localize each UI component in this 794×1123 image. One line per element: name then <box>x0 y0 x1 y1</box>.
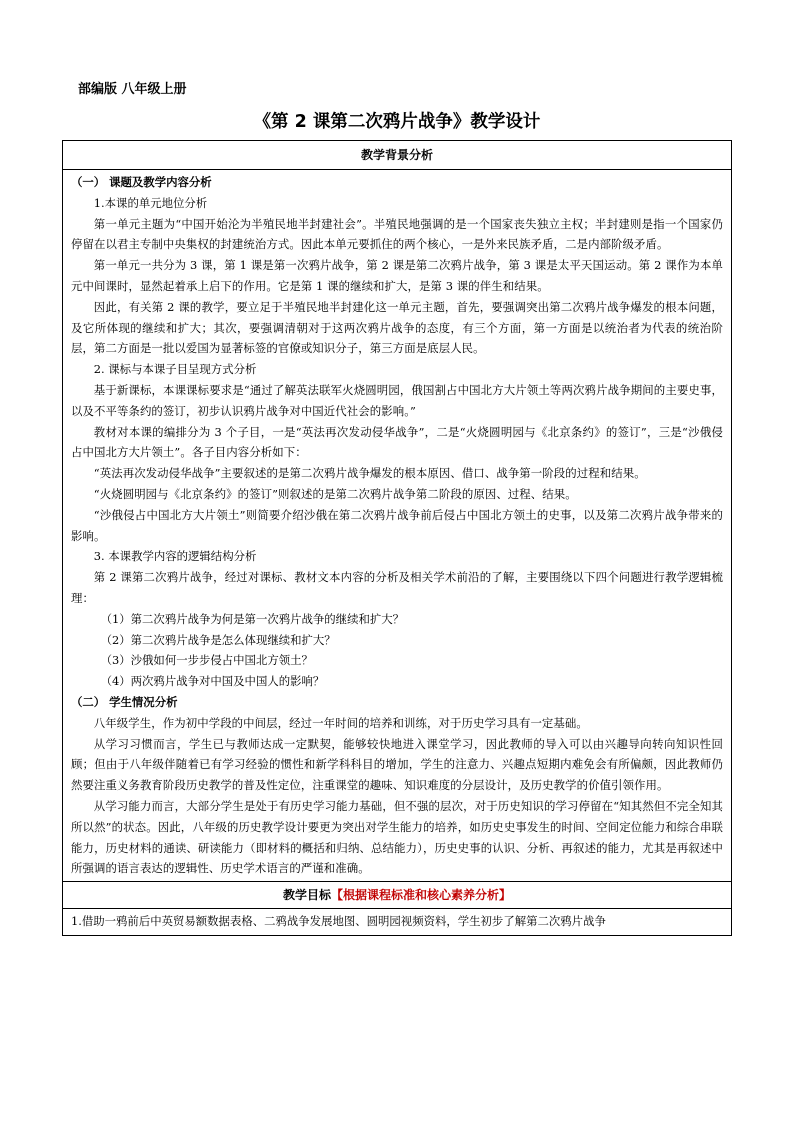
section1-title: （一） 课题及教学内容分析 <box>71 175 212 189</box>
paragraph: 八年级学生，作为初中学段的中间层，经过一年时间的培养和训练，对于历史学习具有一定基础。 <box>93 715 588 730</box>
lesson-design-table <box>62 140 732 936</box>
grade-label: 部编版 八年级上册 <box>78 82 187 97</box>
question-item: （2）第二次鸦片战争是怎么体现继续和扩大？ <box>100 632 336 647</box>
goal-header-label: 教学目标 <box>282 888 331 903</box>
paragraph: “沙俄侵占中国北方大片领土”则简要介绍沙俄在第二次鸦片战争前后侵占中国北方领土的史事，以及第二次鸦片战争带来的影响。 <box>71 507 723 543</box>
paragraph: “英法再次发动侵华战争”主要叙述的是第二次鸦片战争爆发的根本原因、借口、战争第一阶段的过程和结果。 <box>93 466 646 481</box>
paragraph: 从学习习惯而言，学生已与教师达成一定默契，能够较快地进入课堂学习，因此教师的导入可以由兴趣导向转向知识性回顾；但由于八年级伴随着已有学习经验的惯性和新学科科目的增加，学生的注意力、兴趣点短期内难免会有所偏颇，因此教师仍然要注重义务教育阶段历史教学的普及性定位，注重课堂的趣味、知识难度的分层设计，及历史教学的价值引领作用。 <box>71 736 723 793</box>
sub3-title: 3. 本课教学内容的逻辑结构分析 <box>93 549 257 564</box>
question-item: （1）第二次鸦片战争为何是第一次鸦片战争的继续和扩大？ <box>100 611 405 626</box>
paragraph: 第一单元主题为“中国开始沦为半殖民地半封建社会”。半殖民地强调的是一个国家丧失独立主权；半封建则是指一个国家仍停留在以君主专制中央集权的封建统治方式。因此本单元要抓住的两个核心，一是外来民族矛盾，二是内部阶级矛盾。 <box>71 216 723 252</box>
sub2-title: 2. 课标与本课子目呈现方式分析 <box>93 362 257 377</box>
goal-content <box>63 909 731 935</box>
background-header: 教学背景分析 <box>63 141 731 170</box>
goal-item: 1.借助一鸦前后中英贸易额数据表格、二鸦战争发展地图、圆明园视频资料，学生初步了解第二次鸦片战争 <box>71 914 606 929</box>
sub1-title: 1.本课的单元地位分析 <box>93 195 208 210</box>
section2-title: （二） 学生情况分析 <box>71 694 178 709</box>
goal-header-note: 【根据课程标准和核心素养分析】 <box>331 888 512 903</box>
paragraph: 从学习能力而言，大部分学生是处于有历史学习能力基础，但不强的层次，对于历史知识的学习停留在“知其然但不完全知其所以然”的状态。因此，八年级的历史教学设计要更为突出对学生能力的培养，如历史史事发生的时间、空间定位能力和综合串联能力，历史材料的通读、研读能力（即材料的概括和归纳、总结能力），历史史事的认识、分析、再叙述的能力，尤其是再叙述中所强调的语言表达的逻辑性、历史学术语言的严谨和准确。 <box>71 798 723 876</box>
question-item: （4）两次鸦片战争对中国及中国人的影响？ <box>100 674 325 689</box>
paragraph: 第 2 课第二次鸦片战争，经过对课标、教材文本内容的分析及相关学术前沿的了解，主要围绕以下四个问题进行教学逻辑梳理： <box>71 570 723 605</box>
paragraph: 第一单元一共分为 3 课，第 1 课是第一次鸦片战争，第 2 课是第二次鸦片战争，第 3 课是太平天国运动。第 2 课作为本单元中间课时，显然起着承上启下的作用。它是第 1 课的继续和扩大，是第 3 课的伴生和结果。 <box>71 258 723 293</box>
paragraph: 因此，有关第 2 课的教学，要立足于半殖民地半封建化这一单元主题，首先，要强调突出第二次鸦片战争爆发的根本问题，及它所体现的继续和扩大；其次，要强调清朝对于这两次鸦片战争的态度，有三个方面，第一方面是以统治者为代表的统治阶层，第二方面是一批以爱国为显著标签的官僚或知识分子，第三方面是底层人民。 <box>71 299 723 356</box>
document-title: 《第 2 课第二次鸦片战争》教学设计 <box>253 112 541 132</box>
question-item: （3）沙俄如何一步步侵占中国北方领土？ <box>100 653 313 668</box>
paragraph: “火烧圆明园与《北京条约》的签订”则叙述的是第二次鸦片战争第二阶段的原因、过程、结果。 <box>93 486 577 501</box>
paragraph: 教材对本课的编排分为 3 个子目，一是“英法再次发动侵华战争”，二是“火烧圆明园与《北京条约》的签订”，三是“沙俄侵占中国北方大片领土”。各子目内容分析如下： <box>71 424 723 460</box>
goal-header <box>63 882 731 909</box>
paragraph: 基于新课标，本课课标要求是“通过了解英法联军火烧圆明园，俄国割占中国北方大片领土等两次鸦片战争期间的主要史事，以及不平等条约的签订，初步认识鸦片战争对中国近代社会的影响。” <box>71 382 723 418</box>
background-content <box>63 170 731 882</box>
